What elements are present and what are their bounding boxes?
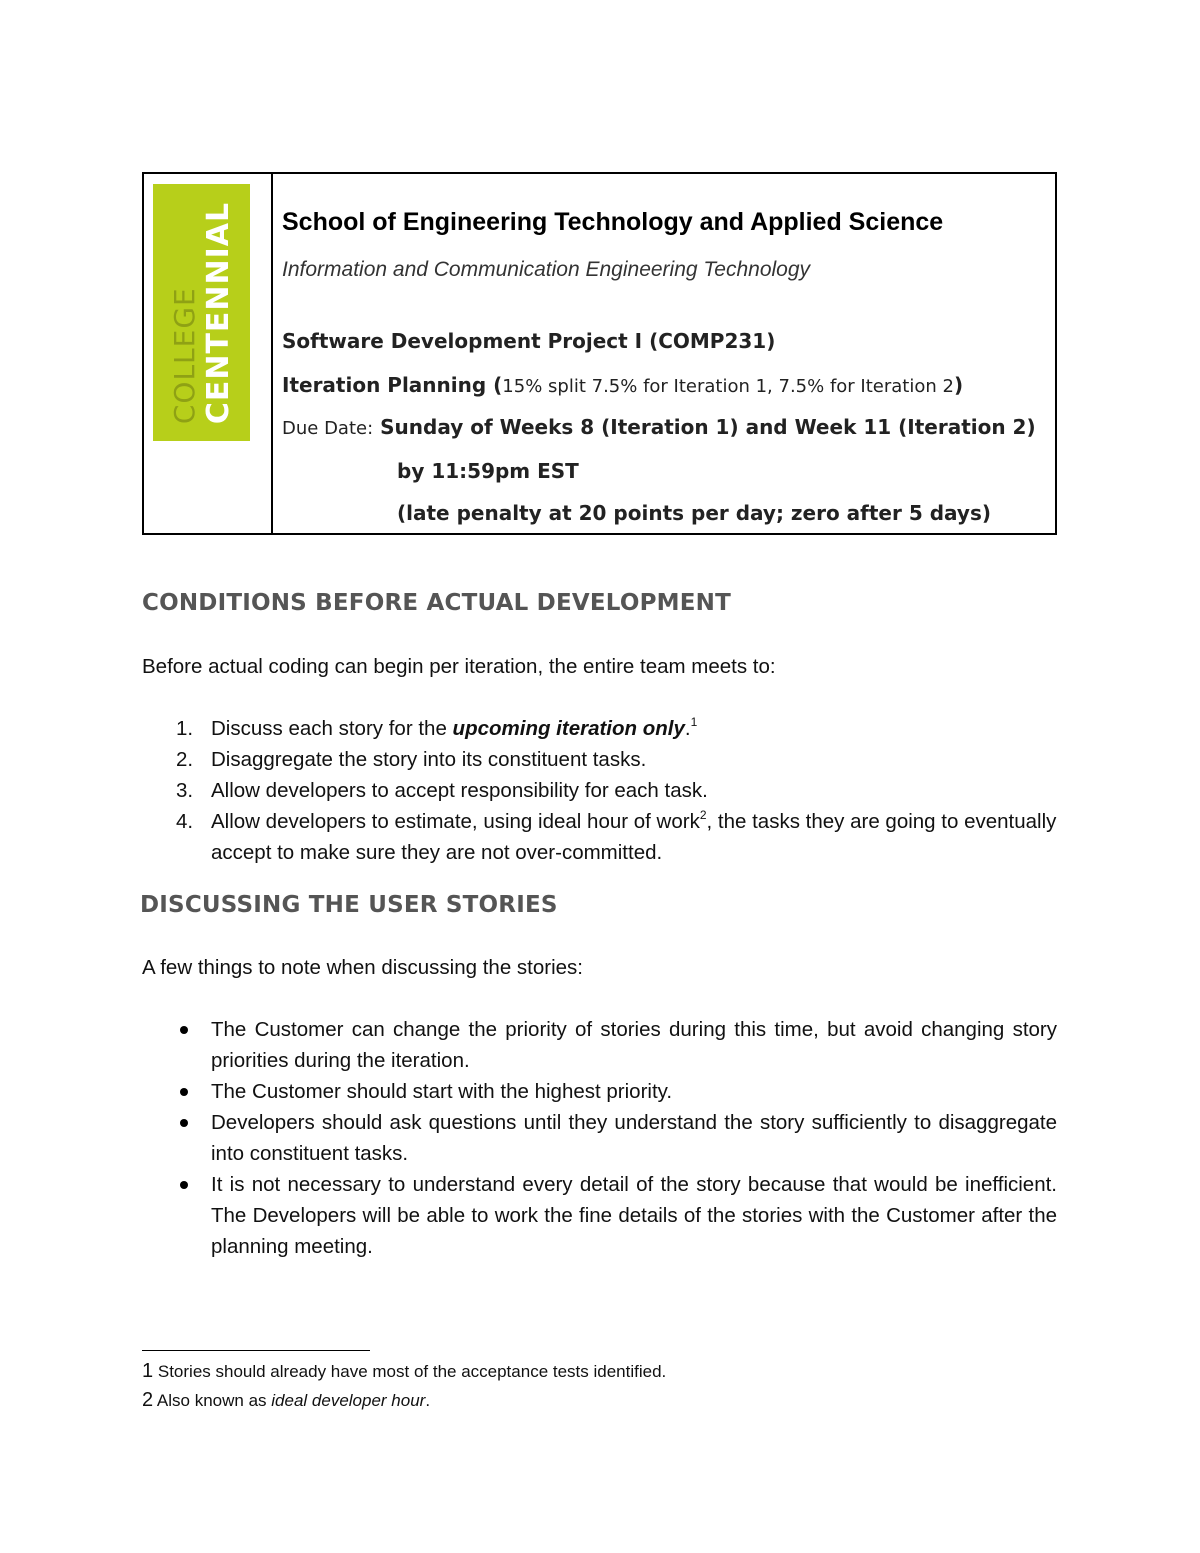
conditions-list: [142, 713, 1057, 868]
iteration-weighting: 15% split 7.5% for Iteration 1, 7.5% for Iteration 2: [502, 376, 954, 397]
section-title-conditions: CONDITIONS BEFORE ACTUAL DEVELOPMENT: [142, 590, 731, 616]
list-item: 2. Disaggregate the story into its constituent tasks.: [176, 748, 647, 771]
user-stories-list: [142, 1014, 1057, 1262]
section-intro-conditions: Before actual coding can begin per iteration, the entire team meets to:: [142, 655, 776, 678]
footnote-separator: [142, 1350, 370, 1351]
iteration-planning: Iteration Planning (15% split 7.5% for Iteration 1, 7.5% for Iteration 2): [282, 373, 964, 397]
due-time: by 11:59pm EST: [397, 459, 579, 483]
footnote-2: 2 Also known as ideal developer hour.: [142, 1389, 431, 1411]
school-name: School of Engineering Technology and Applied Science: [282, 208, 944, 236]
bullet-icon: [180, 1088, 188, 1096]
list-item: Developers should ask questions until they understand the story sufficiently to disaggregate into constituent tasks.: [142, 1107, 1057, 1169]
bullet-icon: [180, 1026, 188, 1034]
section-intro-user-stories: A few things to note when discussing the stories:: [142, 956, 584, 979]
due-date-value: Sunday of Weeks 8 (Iteration 1) and Week 11 (Iteration 2): [380, 415, 1036, 439]
list-item: 4. Allow developers to estimate, using ideal hour of work$^2$, the tasks they are going to eventually accept to make sure they are not over-committed.: [176, 808, 1057, 864]
footnote-ref-1[interactable]: 1: [690, 715, 698, 729]
list-item: It is not necessary to understand every detail of the story because that would be inefficient. The Developers will be able to work the fine details of the stories with the Customer after the planning meeting.: [142, 1169, 1057, 1262]
list-item: The Customer can change the priority of stories during this time, but avoid changing story priorities during the iteration.: [142, 1014, 1057, 1076]
logo-line-centennial: CENTENNIAL: [200, 201, 236, 424]
program-name: Information and Communication Engineering Technology: [282, 258, 811, 281]
bullet-icon: [180, 1119, 188, 1127]
section-title-user-stories: DISCUSSING THE USER STORIES: [140, 892, 558, 918]
footnote-1: 1 Stories should already have most of the acceptance tests identified.: [142, 1360, 667, 1382]
late-penalty: (late penalty at 20 points per day; zero after 5 days): [397, 501, 991, 525]
bullet-icon: [180, 1181, 188, 1189]
header-table: [142, 172, 1057, 535]
header-info: [273, 174, 1055, 533]
footnote-ref-2[interactable]: 2: [699, 808, 707, 822]
logo-cell: [144, 174, 273, 533]
logo-line-college: COLLEGE: [167, 286, 201, 424]
course-title: Software Development Project I (COMP231): [282, 329, 776, 353]
college-logo: [153, 184, 250, 441]
list-item: 1. Discuss each story for the upcoming iteration only.$^1$: [176, 715, 698, 740]
due-date: [282, 415, 1036, 439]
list-item: The Customer should start with the highest priority.: [142, 1076, 1057, 1107]
list-item: 3. Allow developers to accept responsibility for each task.: [176, 779, 708, 802]
due-date-label: Due Date:: [282, 418, 374, 439]
